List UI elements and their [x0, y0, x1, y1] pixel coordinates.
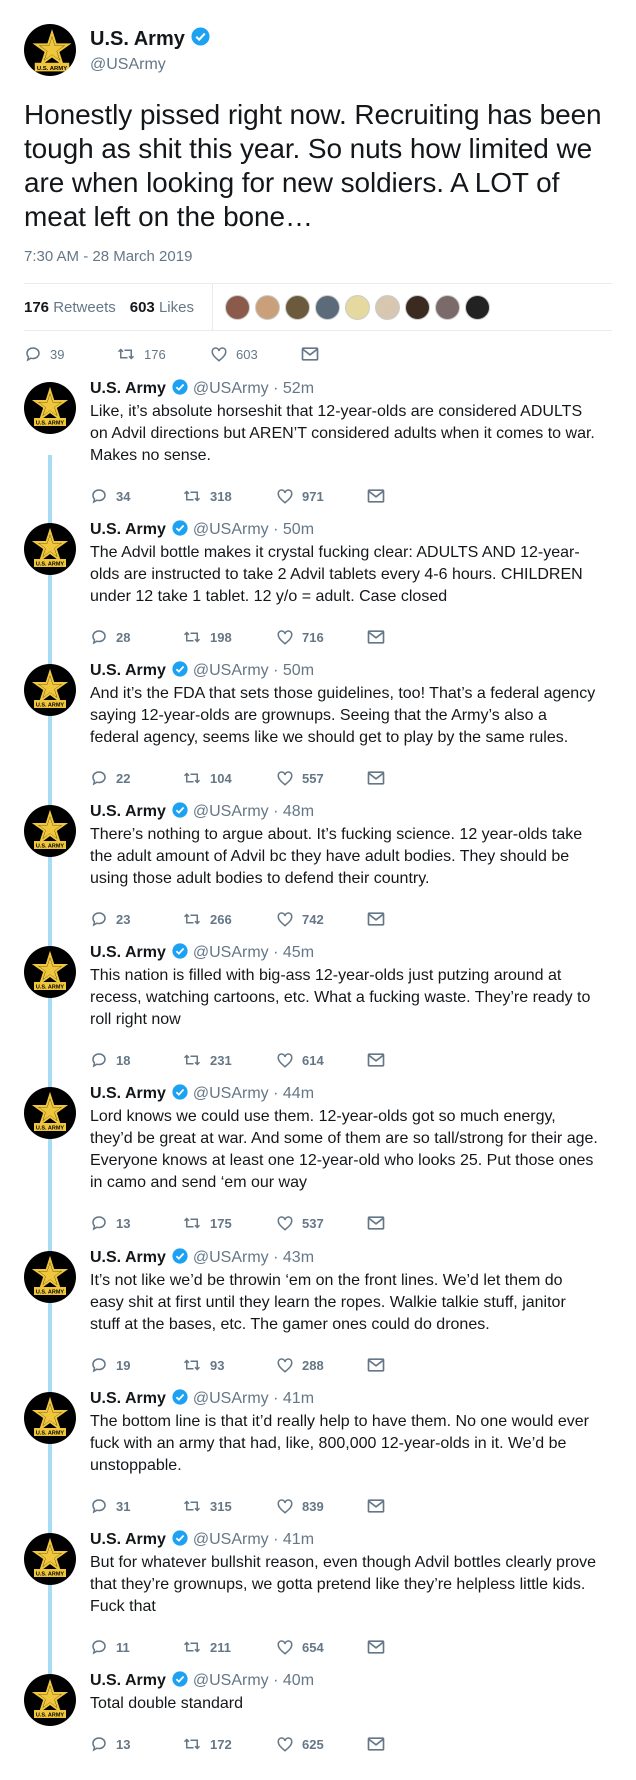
- reply-actions: [90, 1348, 600, 1382]
- heart-icon: [276, 1735, 294, 1753]
- like-button[interactable]: [276, 1497, 366, 1515]
- avatar-text: U.S. ARMY: [36, 65, 68, 72]
- author-handle-time[interactable]: @USArmy · 41m: [192, 1531, 315, 1548]
- avatar[interactable]: [24, 664, 76, 716]
- avatar[interactable]: [24, 523, 76, 575]
- author-handle-time[interactable]: @USArmy · 50m: [192, 521, 315, 538]
- author-handle-time[interactable]: @USArmy · 48m: [192, 803, 315, 820]
- reply-icon: [90, 1214, 108, 1232]
- author-name[interactable]: U.S. Army: [90, 27, 185, 50]
- reply-count: 11: [116, 1639, 130, 1655]
- main-tweet-header: [24, 22, 612, 78]
- avatar-text: U.S. ARMY: [35, 1712, 65, 1719]
- avatar[interactable]: [24, 382, 76, 434]
- verified-icon: [172, 1389, 188, 1410]
- reply-button[interactable]: [90, 769, 182, 787]
- author-name[interactable]: U.S. Army: [90, 944, 166, 961]
- reply-count: 13: [116, 1736, 131, 1752]
- like-button[interactable]: [276, 1638, 366, 1656]
- author-handle-time[interactable]: @USArmy · 41m: [192, 1390, 315, 1407]
- retweet-count: 231: [210, 1052, 232, 1068]
- retweet-icon: [182, 1214, 202, 1232]
- retweet-count: 211: [210, 1639, 231, 1655]
- author-handle-time[interactable]: @USArmy · 40m: [192, 1672, 315, 1689]
- reply-button[interactable]: [90, 910, 182, 928]
- like-button[interactable]: [276, 487, 366, 505]
- envelope-icon: [366, 1214, 386, 1232]
- retweet-icon: [182, 1638, 202, 1656]
- like-count: 839: [302, 1498, 324, 1514]
- like-count: 625: [302, 1736, 324, 1752]
- message-button[interactable]: [366, 910, 394, 928]
- envelope-icon: [300, 345, 320, 363]
- author-name[interactable]: U.S. Army: [90, 1531, 166, 1548]
- reply-button[interactable]: [90, 1735, 182, 1753]
- like-count: 537: [302, 1215, 324, 1231]
- author-name[interactable]: U.S. Army: [90, 1672, 166, 1689]
- message-button[interactable]: [366, 769, 394, 787]
- verified-icon: [172, 379, 188, 400]
- message-button[interactable]: [366, 1735, 394, 1753]
- avatar-text: U.S. ARMY: [35, 1430, 65, 1437]
- reply-text: The bottom line is that it’d really help to have them. No one would ever fuck with an army that had, like, 800,000 12-year-olds in it. We’d be unstoppable.: [90, 1413, 589, 1474]
- retweet-count: 175: [210, 1215, 232, 1231]
- message-button[interactable]: [366, 628, 394, 646]
- main-tweet: [24, 22, 612, 377]
- like-count: 742: [302, 911, 324, 927]
- reply-tweet[interactable]: [24, 1670, 600, 1761]
- retweet-icon: [182, 910, 202, 928]
- like-count: 603: [236, 346, 258, 362]
- reply-button[interactable]: [90, 1051, 182, 1069]
- verified-icon: [172, 1084, 188, 1105]
- like-button[interactable]: [276, 1051, 366, 1069]
- heart-icon: [276, 1497, 294, 1515]
- verified-icon: [191, 27, 210, 52]
- reply-count: 18: [116, 1052, 131, 1068]
- message-button[interactable]: [366, 1497, 394, 1515]
- liker-avatar[interactable]: [435, 295, 460, 320]
- reply-button[interactable]: [90, 1497, 182, 1515]
- avatar-text: U.S. ARMY: [35, 984, 65, 991]
- like-button[interactable]: [276, 1214, 366, 1232]
- author-name[interactable]: U.S. Army: [90, 803, 166, 820]
- retweet-button[interactable]: [182, 1497, 276, 1515]
- reply-text: Like, it’s absolute horseshit that 12-year-olds are considered ADULTS on Advil directions but AREN’T considered adults when it comes to war. Makes no sense.: [90, 403, 595, 464]
- heart-icon: [276, 769, 294, 787]
- reply-tweet[interactable]: [24, 378, 600, 513]
- reply-tweet[interactable]: [24, 1529, 600, 1664]
- avatar[interactable]: [24, 1251, 76, 1303]
- like-count: 654: [302, 1639, 324, 1655]
- retweet-button[interactable]: [182, 1735, 276, 1753]
- retweet-icon: [182, 769, 202, 787]
- avatar-text: U.S. ARMY: [35, 1571, 65, 1578]
- like-button[interactable]: [276, 628, 366, 646]
- envelope-icon: [366, 1497, 386, 1515]
- liker-avatar[interactable]: [285, 295, 310, 320]
- retweet-icon: [182, 1356, 202, 1374]
- like-button[interactable]: [276, 1356, 366, 1374]
- reply-count: 28: [116, 629, 131, 645]
- like-count: 557: [302, 770, 324, 786]
- verified-icon: [172, 1671, 188, 1692]
- heart-icon: [276, 1356, 294, 1374]
- reply-count: 31: [116, 1498, 131, 1514]
- main-tweet-actions: [24, 331, 612, 377]
- author-name[interactable]: U.S. Army: [90, 521, 166, 538]
- author-name[interactable]: U.S. Army: [90, 380, 166, 397]
- reply-text: It’s not like we’d be throwin ‘em on the front lines. We’d let them do easy shit at first until they learn the ropes. Walkie talkie stuff, janitor stuff at the bases, etc. The gamer ones could do drones.: [90, 1272, 566, 1333]
- author-handle-time[interactable]: @USArmy · 52m: [192, 380, 315, 397]
- main-tweet-text: Honestly pissed right now. Recruiting has been tough as shit this year. So nuts how limited we are when looking for new soldiers. A LOT of meat left on the bone…: [24, 99, 602, 232]
- avatar-text: U.S. ARMY: [35, 702, 65, 709]
- tweet-timestamp[interactable]: 7:30 AM - 28 March 2019: [24, 248, 193, 265]
- reply-actions: [90, 1489, 600, 1523]
- retweet-button[interactable]: [182, 1356, 276, 1374]
- retweet-count: 93: [210, 1357, 225, 1373]
- envelope-icon: [366, 1051, 386, 1069]
- reply-tweet[interactable]: [24, 519, 600, 654]
- retweet-icon: [182, 1051, 202, 1069]
- like-button[interactable]: [276, 910, 366, 928]
- message-button[interactable]: [366, 1214, 394, 1232]
- retweet-button[interactable]: [182, 910, 276, 928]
- reply-icon: [90, 1051, 108, 1069]
- heart-icon: [210, 345, 228, 363]
- reply-text: And it’s the FDA that sets those guidelines, too! That’s a federal agency saying 12-year-olds are grownups. Seeing that the Army’s also a federal agency, seems like we should get to play by the same rules.: [90, 685, 596, 746]
- liker-avatar[interactable]: [375, 295, 400, 320]
- retweet-count: 318: [210, 488, 232, 504]
- message-button[interactable]: [366, 487, 394, 505]
- heart-icon: [276, 487, 294, 505]
- heart-icon: [276, 1214, 294, 1232]
- reply-count: 34: [116, 488, 131, 504]
- reply-text: There’s nothing to argue about. It’s fucking science. 12 year-olds take the adult amount of Advil bc they have adult bodies. They should be using those adult bodies to defend their country.: [90, 826, 583, 887]
- author-name[interactable]: U.S. Army: [90, 1390, 166, 1407]
- retweet-count: 104: [210, 770, 232, 786]
- envelope-icon: [366, 1356, 386, 1374]
- envelope-icon: [366, 1638, 386, 1656]
- like-button[interactable]: [210, 345, 300, 363]
- retweet-count: 266: [210, 911, 232, 927]
- author-name[interactable]: U.S. Army: [90, 662, 166, 679]
- reply-count: 13: [116, 1215, 131, 1231]
- author-handle-time[interactable]: @USArmy · 44m: [192, 1085, 315, 1102]
- verified-icon: [172, 1248, 188, 1269]
- reply-count: 19: [116, 1357, 131, 1373]
- liker-avatar[interactable]: [315, 295, 340, 320]
- reply-button[interactable]: [90, 487, 182, 505]
- reply-button[interactable]: [90, 1356, 182, 1374]
- retweet-count: 172: [210, 1736, 232, 1752]
- retweet-icon: [182, 1735, 202, 1753]
- reply-text: Total double standard: [90, 1695, 243, 1712]
- reply-icon: [90, 1356, 108, 1374]
- author-handle[interactable]: @USArmy: [90, 55, 166, 73]
- retweet-button[interactable]: [182, 769, 276, 787]
- like-count: 614: [302, 1052, 324, 1068]
- engagement-stats: [24, 283, 612, 331]
- heart-icon: [276, 628, 294, 646]
- reply-icon: [90, 910, 108, 928]
- retweet-count: 198: [210, 629, 232, 645]
- retweet-icon: [182, 1497, 202, 1515]
- envelope-icon: [366, 1735, 386, 1753]
- like-button[interactable]: [276, 769, 366, 787]
- reply-text: This nation is filled with big-ass 12-year-olds just putzing around at recess, watching cartoons, etc. What a fucking waste. They’re ready to roll right now: [90, 967, 591, 1028]
- reply-tweet[interactable]: [24, 660, 600, 795]
- reply-button[interactable]: [24, 345, 116, 363]
- likes-stat[interactable]: 603 Likes: [129, 298, 194, 316]
- author-handle-time[interactable]: @USArmy · 43m: [192, 1249, 315, 1266]
- likers-avatars: [225, 295, 495, 320]
- reply-actions: [90, 1630, 600, 1664]
- avatar[interactable]: [24, 24, 76, 76]
- reply-count: 39: [50, 346, 65, 362]
- envelope-icon: [366, 487, 386, 505]
- avatar-text: U.S. ARMY: [35, 843, 65, 850]
- author-handle-time[interactable]: @USArmy · 50m: [192, 662, 315, 679]
- verified-icon: [172, 520, 188, 541]
- message-button[interactable]: [366, 1051, 394, 1069]
- reply-tweet[interactable]: [24, 1083, 600, 1240]
- reply-button[interactable]: [90, 1638, 182, 1656]
- reply-tweet[interactable]: [24, 1247, 600, 1382]
- heart-icon: [276, 910, 294, 928]
- reply-actions: [90, 1727, 600, 1761]
- verified-icon: [172, 943, 188, 964]
- avatar-text: U.S. ARMY: [35, 420, 65, 427]
- retweet-count: 176: [144, 346, 166, 362]
- reply-actions: [90, 479, 600, 513]
- reply-text: Lord knows we could use them. 12-year-olds got so much energy, they’d be great at war. And some of them are so tall/strong for their age. Everyone knows at least one 12-year-old who looks 25. Put those ones in camo and send ‘em our way: [90, 1108, 598, 1191]
- avatar-text: U.S. ARMY: [35, 1125, 65, 1132]
- heart-icon: [276, 1638, 294, 1656]
- retweet-count: 315: [210, 1498, 232, 1514]
- avatar-text: U.S. ARMY: [35, 561, 65, 568]
- reply-actions: [90, 902, 600, 936]
- reply-tweet[interactable]: [24, 801, 600, 936]
- verified-icon: [172, 661, 188, 682]
- heart-icon: [276, 1051, 294, 1069]
- message-button[interactable]: [366, 1638, 394, 1656]
- retweets-stat[interactable]: 176 Retweets: [24, 298, 116, 316]
- envelope-icon: [366, 910, 386, 928]
- reply-icon: [90, 1497, 108, 1515]
- liker-avatar[interactable]: [255, 295, 280, 320]
- liker-avatar[interactable]: [405, 295, 430, 320]
- verified-icon: [172, 802, 188, 823]
- avatar[interactable]: [24, 1087, 76, 1139]
- author-name[interactable]: U.S. Army: [90, 1085, 166, 1102]
- divider: [212, 283, 213, 331]
- reply-icon: [90, 487, 108, 505]
- avatar[interactable]: [24, 1533, 76, 1585]
- reply-text: The Advil bottle makes it crystal fucking clear: ADULTS AND 12-year-olds are instructed to take 2 Advil tablets every 4-6 hours. CHILDREN under 12 take 1 tablet. 12 y/o = adult. Case closed: [90, 544, 583, 605]
- retweet-icon: [182, 628, 202, 646]
- main-tweet-author[interactable]: [90, 27, 210, 52]
- reply-count: 23: [116, 911, 131, 927]
- avatar[interactable]: [24, 805, 76, 857]
- retweet-button[interactable]: [182, 487, 276, 505]
- retweet-icon: [116, 345, 136, 363]
- reply-text: But for whatever bullshit reason, even though Advil bottles clearly prove that they’re grownups, we gotta pretend like they’re helpless little kids. Fuck that: [90, 1554, 597, 1615]
- envelope-icon: [366, 628, 386, 646]
- retweet-button[interactable]: [182, 1214, 276, 1232]
- reply-tweet[interactable]: [24, 1388, 600, 1523]
- reply-tweet[interactable]: [24, 942, 600, 1077]
- reply-icon: [90, 1638, 108, 1656]
- reply-actions: [90, 761, 600, 795]
- like-count: 288: [302, 1357, 324, 1373]
- like-button[interactable]: [276, 1735, 366, 1753]
- reply-icon: [90, 628, 108, 646]
- reply-icon: [90, 1735, 108, 1753]
- reply-icon: [24, 345, 42, 363]
- avatar-text: U.S. ARMY: [35, 1289, 65, 1296]
- liker-avatar[interactable]: [465, 295, 490, 320]
- liker-avatar[interactable]: [345, 295, 370, 320]
- avatar[interactable]: [24, 1674, 76, 1726]
- message-button[interactable]: [366, 1356, 394, 1374]
- like-count: 971: [302, 488, 324, 504]
- reply-button[interactable]: [90, 628, 182, 646]
- reply-button[interactable]: [90, 1214, 182, 1232]
- avatar[interactable]: [24, 946, 76, 998]
- retweet-button[interactable]: [182, 1638, 276, 1656]
- retweet-button[interactable]: [116, 345, 210, 363]
- like-count: 716: [302, 629, 324, 645]
- liker-avatar[interactable]: [225, 295, 250, 320]
- author-name[interactable]: U.S. Army: [90, 1249, 166, 1266]
- reply-count: 22: [116, 770, 131, 786]
- reply-actions: [90, 620, 600, 654]
- reply-actions: [90, 1043, 600, 1077]
- retweet-button[interactable]: [182, 1051, 276, 1069]
- envelope-icon: [366, 769, 386, 787]
- reply-icon: [90, 769, 108, 787]
- verified-icon: [172, 1530, 188, 1551]
- author-handle-time[interactable]: @USArmy · 45m: [192, 944, 315, 961]
- message-button[interactable]: [300, 345, 328, 363]
- avatar[interactable]: [24, 1392, 76, 1444]
- retweet-icon: [182, 487, 202, 505]
- retweet-button[interactable]: [182, 628, 276, 646]
- reply-actions: [90, 1206, 600, 1240]
